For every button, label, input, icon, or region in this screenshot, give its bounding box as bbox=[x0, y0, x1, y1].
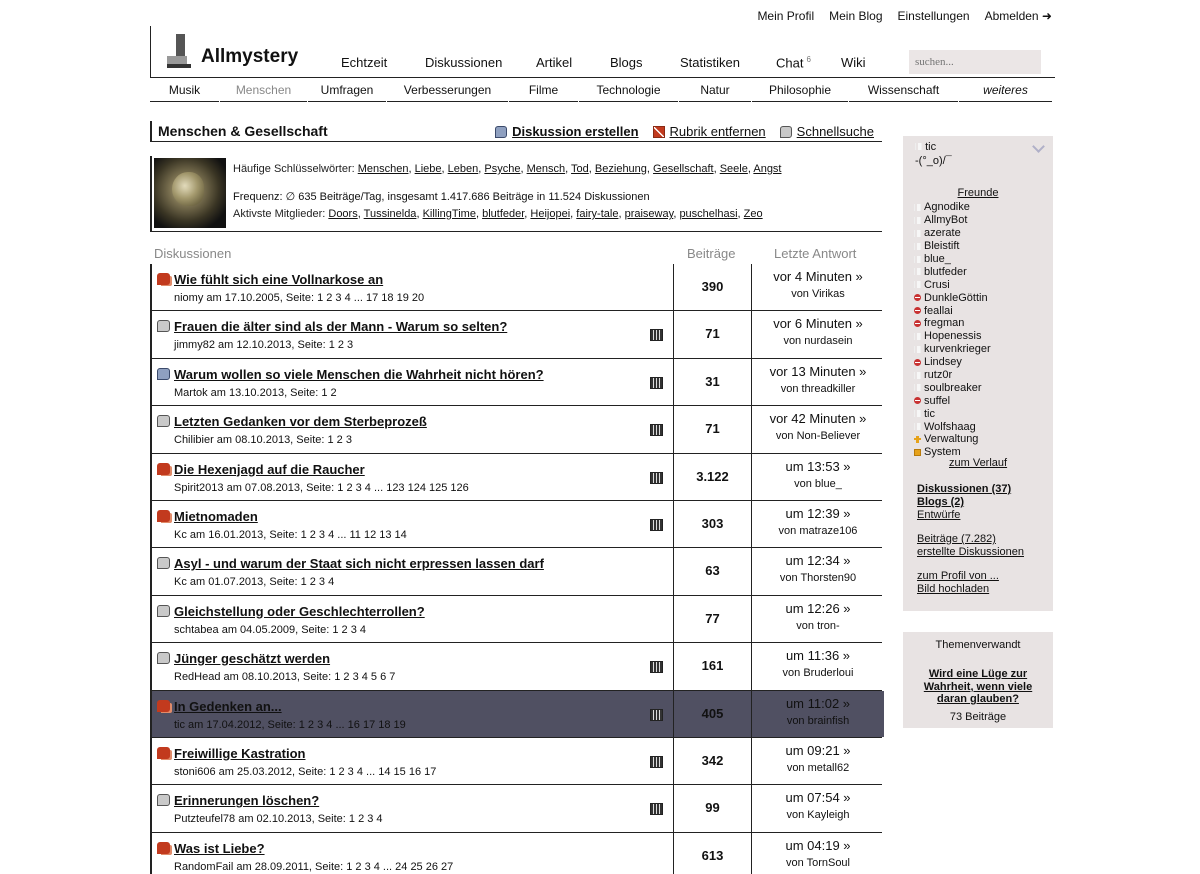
discussion-cell bbox=[152, 264, 674, 310]
last-reply-link[interactable]: vor 6 Minuten » bbox=[773, 316, 863, 332]
system-icon bbox=[914, 449, 921, 456]
discussion-cell bbox=[152, 691, 674, 737]
frequency-line: Frequenz: ∅ 635 Beiträge/Tag, insgesamt 1.417.686 Beiträge in 11.524 Diskussionen bbox=[233, 191, 650, 203]
member-link[interactable]: praiseway bbox=[624, 208, 674, 220]
friend-name: rutz0r bbox=[924, 369, 953, 382]
table-row[interactable] bbox=[150, 406, 882, 453]
member-link[interactable]: blutfeder bbox=[482, 208, 525, 220]
last-reply-link[interactable]: vor 13 Minuten » bbox=[769, 363, 867, 379]
last-reply-cell bbox=[752, 691, 884, 737]
user-sidebar bbox=[903, 136, 1053, 611]
last-reply-author: von tron- bbox=[796, 619, 840, 632]
friend-name: Lindsey bbox=[924, 356, 962, 369]
quick-search-label: Schnellsuche bbox=[796, 124, 874, 139]
remove-category-label: Rubrik entfernen bbox=[669, 124, 766, 139]
discussion-title-link[interactable]: Freiwillige Kastration bbox=[174, 745, 306, 761]
last-reply-cell bbox=[752, 785, 884, 831]
friend-name: blue_ bbox=[924, 253, 951, 265]
last-reply-cell bbox=[752, 264, 884, 310]
friend-item[interactable] bbox=[914, 253, 991, 266]
quick-search-icon bbox=[780, 126, 792, 138]
discussion-cell bbox=[152, 359, 674, 405]
sidebar-link[interactable]: Bild hochladen bbox=[917, 583, 990, 595]
remove-category-button[interactable] bbox=[653, 124, 766, 139]
last-reply-cell bbox=[752, 454, 884, 500]
discussion-type-icon bbox=[157, 463, 170, 475]
last-reply-author: von threadkiller bbox=[780, 382, 856, 395]
last-reply-cell bbox=[752, 833, 884, 874]
last-reply-link[interactable]: um 11:36 » bbox=[785, 648, 851, 664]
last-reply-link[interactable]: um 12:39 » bbox=[785, 505, 851, 521]
discussion-type-icon bbox=[157, 842, 170, 854]
friend-name: Verwaltung bbox=[924, 433, 979, 446]
discussion-meta: Martok am 13.10.2013, Seite: 1 2 bbox=[174, 386, 337, 399]
discussion-cell bbox=[152, 501, 674, 547]
sidebar-link[interactable]: Diskussionen (37) bbox=[917, 483, 1012, 495]
friend-item[interactable] bbox=[914, 278, 991, 291]
category-wissenschaft[interactable]: Wissenschaft bbox=[849, 80, 959, 102]
post-count: 77 bbox=[674, 596, 752, 642]
sidebar-links bbox=[917, 483, 1024, 596]
new-discussion-icon bbox=[495, 126, 507, 138]
post-count: 71 bbox=[674, 311, 752, 357]
allmystery-logo-icon[interactable] bbox=[167, 34, 191, 68]
table-row[interactable] bbox=[150, 833, 882, 874]
discussion-meta: Kc am 01.07.2013, Seite: 1 2 3 4 bbox=[174, 576, 335, 589]
last-reply-author: von matraze106 bbox=[778, 524, 858, 537]
discussion-meta: stoni606 am 25.03.2012, Seite: 1 2 3 4 ... 14 15 16 17 bbox=[174, 765, 437, 778]
friend-item[interactable] bbox=[914, 407, 991, 420]
sidebar-link[interactable]: erstellte Diskussionen bbox=[917, 546, 1024, 558]
keyword-link[interactable]: Leben bbox=[447, 163, 479, 175]
last-reply-cell bbox=[752, 311, 884, 357]
discussion-title-link[interactable]: Warum wollen so viele Menschen die Wahrheit nicht hören? bbox=[174, 366, 544, 382]
related-heading: Themenverwandt bbox=[935, 639, 1021, 651]
nav-blogs[interactable] bbox=[610, 55, 680, 70]
offline-status-icon bbox=[914, 333, 921, 340]
friend-name: fregman bbox=[924, 317, 965, 330]
keyword-link[interactable]: Psyche bbox=[484, 163, 521, 175]
keyword-link[interactable]: Liebe bbox=[414, 163, 442, 175]
remove-icon bbox=[653, 126, 665, 138]
post-count: 613 bbox=[674, 833, 752, 874]
spacer bbox=[917, 522, 1024, 533]
post-count: 390 bbox=[674, 264, 752, 310]
subscribe-icon[interactable] bbox=[650, 424, 663, 436]
category-menschen[interactable]: Menschen bbox=[220, 80, 308, 102]
table-row[interactable] bbox=[150, 264, 882, 311]
nav-statistiken[interactable] bbox=[680, 55, 776, 70]
friend-name: Wolfshaag bbox=[924, 420, 976, 433]
user-links bbox=[757, 9, 1052, 23]
friend-name: DunkleGöttin bbox=[924, 291, 988, 304]
subscribe-icon[interactable] bbox=[650, 661, 663, 673]
friends-heading[interactable]: Freunde bbox=[957, 187, 999, 199]
offline-status-icon bbox=[914, 204, 921, 211]
main-nav bbox=[341, 55, 901, 70]
category-bar bbox=[150, 80, 1053, 102]
keyword-link[interactable]: Mensch bbox=[526, 163, 566, 175]
status-icon bbox=[915, 143, 922, 150]
discussion-type-icon bbox=[157, 747, 170, 759]
last-reply-cell bbox=[752, 596, 884, 642]
friend-item[interactable] bbox=[914, 394, 991, 407]
site-logo-text[interactable]: Allmystery bbox=[201, 46, 299, 67]
offline-status-icon bbox=[914, 217, 921, 224]
friend-name: blutfeder bbox=[924, 265, 967, 278]
post-count: 161 bbox=[674, 643, 752, 689]
related-topic-link[interactable]: Wird eine Lüge zur Wahrheit, wenn viele daran glauben? bbox=[923, 668, 1033, 705]
discussion-title-link[interactable]: Gleichstellung oder Geschlechterrollen? bbox=[174, 603, 425, 619]
member-link[interactable]: Doors bbox=[328, 208, 358, 220]
last-reply-author: von blue_ bbox=[794, 477, 842, 490]
discussion-type-icon bbox=[157, 415, 170, 427]
post-count: 342 bbox=[674, 738, 752, 784]
discussion-cell bbox=[152, 833, 674, 874]
post-count: 31 bbox=[674, 359, 752, 405]
discussion-title-link[interactable]: In Gedenken an... bbox=[174, 698, 282, 714]
username-label: tic bbox=[925, 141, 937, 153]
category-technologie[interactable]: Technologie bbox=[579, 80, 679, 102]
last-reply-link[interactable]: um 04:19 » bbox=[785, 837, 851, 853]
nav-label: Blogs bbox=[610, 55, 643, 70]
discussion-meta: Kc am 16.01.2013, Seite: 1 2 3 4 ... 11 12 13 14 bbox=[174, 528, 407, 541]
post-count: 99 bbox=[674, 785, 752, 831]
busy-status-icon bbox=[914, 294, 921, 301]
nav-label: Echtzeit bbox=[341, 55, 388, 70]
category-natur[interactable]: Natur bbox=[679, 80, 752, 102]
discussion-cell bbox=[152, 406, 674, 452]
site-header bbox=[150, 26, 1055, 78]
friend-item[interactable] bbox=[914, 201, 991, 214]
last-reply-link[interactable]: um 07:54 » bbox=[785, 790, 851, 806]
busy-status-icon bbox=[914, 307, 921, 314]
table-row[interactable] bbox=[150, 311, 882, 358]
discussion-type-icon bbox=[157, 794, 170, 806]
active-members-label: Aktivste Mitglieder: bbox=[233, 208, 326, 220]
discussion-title-link[interactable]: Was ist Liebe? bbox=[174, 840, 265, 856]
nav-label: Artikel bbox=[536, 55, 573, 70]
offline-status-icon bbox=[914, 230, 921, 237]
nav-label: Chat bbox=[776, 55, 804, 71]
discussion-cell bbox=[152, 548, 674, 594]
friend-name: soulbreaker bbox=[924, 381, 982, 394]
discussion-type-icon bbox=[157, 700, 170, 712]
section-actions bbox=[495, 124, 874, 139]
friend-item[interactable] bbox=[914, 356, 991, 369]
friend-item[interactable] bbox=[914, 214, 991, 227]
friend-name: Bleistift bbox=[924, 240, 960, 253]
discussion-cell bbox=[152, 311, 674, 357]
col-last-reply: Letzte Antwort bbox=[774, 246, 857, 261]
discussion-meta: RandomFail am 28.09.2011, Seite: 1 2 3 4 ... 24 25 26 27 bbox=[174, 860, 454, 873]
history-link[interactable]: zum Verlauf bbox=[949, 457, 1008, 469]
create-discussion-button[interactable] bbox=[495, 124, 638, 139]
table-row[interactable] bbox=[150, 359, 882, 406]
last-reply-link[interactable]: um 12:26 » bbox=[785, 600, 851, 616]
category-philosophie[interactable]: Philosophie bbox=[752, 80, 849, 102]
offline-status-icon bbox=[914, 423, 921, 430]
friend-name: feallai bbox=[924, 304, 953, 317]
discussion-meta: Putzteufel78 am 02.10.2013, Seite: 1 2 3 4 bbox=[174, 813, 383, 826]
last-reply-cell bbox=[752, 738, 884, 784]
last-reply-cell bbox=[752, 501, 884, 547]
category-image bbox=[154, 158, 226, 228]
table-row[interactable] bbox=[150, 454, 882, 501]
discussion-type-icon bbox=[157, 320, 170, 332]
friend-item[interactable] bbox=[914, 381, 991, 394]
search-input[interactable] bbox=[909, 50, 1041, 74]
table-row[interactable] bbox=[150, 596, 882, 643]
keyword-link[interactable]: Menschen bbox=[357, 163, 409, 175]
discussion-type-icon bbox=[157, 557, 170, 569]
post-count: 3.122 bbox=[674, 454, 752, 500]
discussion-cell bbox=[152, 596, 674, 642]
table-row[interactable] bbox=[150, 643, 882, 690]
post-count: 303 bbox=[674, 501, 752, 547]
discussion-title-link[interactable]: Die Hexenjagd auf die Raucher bbox=[174, 461, 365, 477]
discussion-cell bbox=[152, 785, 674, 831]
member-link[interactable]: Heijopei bbox=[530, 208, 571, 220]
last-reply-author: von Kayleigh bbox=[786, 809, 850, 822]
chat-count-badge: 6 bbox=[806, 55, 811, 64]
admin-icon bbox=[914, 436, 921, 443]
friend-item[interactable] bbox=[914, 265, 991, 278]
section-header bbox=[150, 121, 882, 142]
offline-status-icon bbox=[914, 256, 921, 263]
discussion-title-link[interactable]: Frauen die älter sind als der Mann - Warum so selten? bbox=[174, 319, 508, 335]
friend-item[interactable] bbox=[914, 420, 991, 433]
category-verbesserungen[interactable]: Verbesserungen bbox=[387, 80, 509, 102]
related-post-count: 73 Beiträge bbox=[949, 710, 1007, 723]
member-link[interactable]: Zeo bbox=[743, 208, 763, 220]
table-row[interactable] bbox=[150, 501, 882, 548]
keyword-link[interactable]: Angst bbox=[753, 163, 782, 175]
section-title: Menschen & Gesellschaft bbox=[158, 123, 328, 139]
nav-diskussionen[interactable] bbox=[425, 55, 536, 70]
last-reply-link[interactable]: um 09:21 » bbox=[785, 742, 851, 758]
keyword-link[interactable]: Seele bbox=[719, 163, 748, 175]
discussion-meta: RedHead am 08.10.2013, Seite: 1 2 3 4 5 6 7 bbox=[174, 671, 396, 684]
discussion-cell bbox=[152, 454, 674, 500]
my-profile-link[interactable]: Mein Profil bbox=[757, 9, 815, 23]
last-reply-link[interactable]: vor 4 Minuten » bbox=[773, 269, 863, 284]
nav-label: Wiki bbox=[841, 55, 866, 70]
member-link[interactable]: Tussinelda bbox=[363, 208, 417, 220]
member-link[interactable]: puschelhasi bbox=[679, 208, 738, 220]
nav-label: Diskussionen bbox=[425, 55, 503, 70]
discussion-type-icon bbox=[157, 510, 170, 522]
nav-label: Statistiken bbox=[680, 55, 740, 70]
member-link[interactable]: KillingTime bbox=[422, 208, 476, 220]
subscribe-icon[interactable] bbox=[650, 709, 663, 721]
offline-status-icon bbox=[914, 372, 921, 379]
sidebar-link[interactable]: Blogs (2) bbox=[917, 496, 965, 508]
sidebar-link[interactable]: zum Profil von ... bbox=[917, 570, 999, 582]
sidebar-username[interactable] bbox=[915, 141, 936, 153]
friend-item[interactable] bbox=[914, 291, 991, 304]
active-members-line bbox=[233, 208, 763, 220]
discussion-cell bbox=[152, 643, 674, 689]
subscribe-icon[interactable] bbox=[650, 329, 663, 341]
keywords-list: Menschen, Liebe, Leben, Psyche, Mensch, Tod, Beziehung, Gesellschaft, Seele, Angst bbox=[357, 163, 782, 175]
last-reply-author: von metall62 bbox=[786, 761, 850, 774]
discussion-title-link[interactable]: Asyl - und warum der Staat sich nicht erpressen lassen darf bbox=[174, 556, 544, 572]
last-reply-link[interactable]: um 11:02 » bbox=[785, 695, 851, 711]
nav-echtzeit[interactable] bbox=[341, 55, 425, 70]
discussion-type-icon bbox=[157, 273, 170, 285]
discussion-meta: niomy am 17.10.2005, Seite: 1 2 3 4 ... 17 18 19 20 bbox=[174, 292, 425, 304]
discussion-title-link[interactable]: Erinnerungen löschen? bbox=[174, 793, 320, 809]
discussion-title-link[interactable]: Mietnomaden bbox=[174, 508, 258, 524]
chevron-down-icon[interactable] bbox=[1032, 140, 1045, 153]
discussion-meta: schtabea am 04.05.2009, Seite: 1 2 3 4 bbox=[174, 623, 367, 636]
post-count: 71 bbox=[674, 406, 752, 452]
busy-status-icon bbox=[914, 397, 921, 404]
friend-name: Agnodike bbox=[924, 201, 970, 214]
keywords-line bbox=[233, 163, 782, 175]
create-discussion-label: Diskussion erstellen bbox=[512, 124, 639, 139]
friend-name: azerate bbox=[924, 227, 961, 240]
table-row[interactable] bbox=[150, 738, 882, 785]
discussion-meta: jimmy82 am 12.10.2013, Seite: 1 2 3 bbox=[174, 339, 354, 352]
last-reply-author: von Non-Believer bbox=[775, 430, 861, 443]
keyword-link[interactable]: Tod bbox=[571, 163, 589, 175]
offline-status-icon bbox=[914, 346, 921, 353]
my-blog-link[interactable]: Mein Blog bbox=[829, 9, 883, 23]
friend-name: kurvenkrieger bbox=[924, 343, 991, 356]
last-reply-author: von brainfish bbox=[786, 714, 850, 727]
post-count: 405 bbox=[674, 691, 752, 737]
sidebar-link[interactable]: Entwürfe bbox=[917, 509, 961, 521]
nav-artikel[interactable] bbox=[536, 55, 610, 70]
friend-name: tic bbox=[924, 407, 935, 420]
busy-status-icon bbox=[914, 359, 921, 366]
quick-search-button[interactable] bbox=[780, 124, 874, 139]
col-discussions: Diskussionen bbox=[154, 246, 232, 261]
last-reply-link[interactable]: um 13:53 » bbox=[785, 458, 851, 474]
keywords-label: Häufige Schlüsselwörter: bbox=[233, 163, 355, 175]
discussion-type-icon bbox=[157, 652, 170, 664]
friend-item[interactable] bbox=[914, 330, 991, 343]
friend-item[interactable] bbox=[914, 227, 991, 240]
friend-item[interactable] bbox=[914, 369, 991, 382]
last-reply-cell bbox=[752, 548, 884, 594]
last-reply-author: von TornSoul bbox=[785, 856, 850, 869]
settings-link[interactable]: Einstellungen bbox=[897, 9, 970, 23]
last-reply-link[interactable]: vor 42 Minuten » bbox=[769, 411, 867, 427]
busy-status-icon bbox=[914, 320, 921, 327]
friend-item[interactable] bbox=[914, 240, 991, 253]
discussion-meta: Spirit2013 am 07.08.2013, Seite: 1 2 3 4 ... 123 124 125 126 bbox=[174, 481, 469, 494]
offline-status-icon bbox=[914, 281, 921, 288]
last-reply-author: von Bruderloui bbox=[782, 667, 854, 680]
subscribe-icon[interactable] bbox=[650, 377, 663, 389]
category-musik[interactable]: Musik bbox=[150, 80, 220, 102]
user-emoticon: -(°_o)/¯ bbox=[915, 155, 952, 167]
discussion-type-icon bbox=[157, 605, 170, 617]
friend-item[interactable] bbox=[914, 317, 991, 330]
discussion-cell bbox=[152, 738, 674, 784]
discussion-table-header bbox=[150, 244, 882, 264]
col-posts: Beiträge bbox=[687, 246, 736, 261]
discussion-title-link[interactable]: Wie fühlt sich eine Vollnarkose an bbox=[174, 272, 384, 287]
related-box bbox=[903, 632, 1053, 728]
discussion-meta: tic am 17.04.2012, Seite: 1 2 3 4 ... 16 17 18 19 bbox=[174, 718, 406, 731]
offline-status-icon bbox=[914, 384, 921, 391]
subscribe-icon[interactable] bbox=[650, 756, 663, 768]
discussion-type-icon bbox=[157, 368, 170, 380]
offline-status-icon bbox=[914, 243, 921, 250]
table-row[interactable] bbox=[150, 785, 882, 832]
last-reply-author: von Thorsten90 bbox=[779, 572, 857, 585]
friend-item[interactable] bbox=[914, 343, 991, 356]
offline-status-icon bbox=[914, 268, 921, 275]
last-reply-cell bbox=[752, 643, 884, 689]
friend-name: suffel bbox=[924, 394, 951, 407]
last-reply-cell bbox=[752, 359, 884, 405]
category-filme[interactable]: Filme bbox=[509, 80, 579, 102]
nav-wiki[interactable] bbox=[841, 55, 901, 70]
logout-link[interactable]: Abmelden ➜ bbox=[984, 9, 1052, 23]
spacer bbox=[917, 559, 1024, 570]
post-count: 63 bbox=[674, 548, 752, 594]
subscribe-icon[interactable] bbox=[650, 519, 663, 531]
subscribe-icon[interactable] bbox=[650, 472, 663, 484]
discussion-title-link[interactable]: Jünger geschätzt werden bbox=[174, 651, 331, 667]
category-info bbox=[150, 156, 882, 232]
friend-name: System bbox=[924, 446, 961, 459]
category-umfragen[interactable]: Umfragen bbox=[308, 80, 387, 102]
friend-item[interactable] bbox=[914, 304, 991, 317]
friend-item[interactable] bbox=[914, 433, 991, 446]
last-reply-link[interactable]: um 12:34 » bbox=[785, 553, 851, 569]
last-reply-cell bbox=[752, 406, 884, 452]
keyword-link[interactable]: Beziehung bbox=[594, 163, 647, 175]
active-members-list: Doors, Tussinelda, KillingTime, blutfeder, Heijopei, fairy-tale, praiseway, puschelhasi, Zeo bbox=[328, 208, 763, 220]
sidebar-link[interactable]: Beiträge (7.282) bbox=[917, 533, 996, 545]
friend-name: Crusi bbox=[924, 278, 950, 291]
last-reply-author: von Virikas bbox=[791, 288, 845, 300]
category-weiteres[interactable]: weiteres bbox=[959, 80, 1053, 102]
table-row[interactable] bbox=[150, 691, 882, 738]
friend-name: Hopenessis bbox=[924, 330, 982, 343]
last-reply-author: von nurdasein bbox=[783, 335, 853, 348]
discussion-title-link[interactable]: Letzten Gedanken vor dem Sterbeprozeß bbox=[174, 414, 427, 430]
member-link[interactable]: fairy-tale bbox=[576, 208, 619, 220]
discussion-list bbox=[150, 264, 882, 874]
friend-name: AllmyBot bbox=[924, 214, 968, 227]
nav-chat[interactable] bbox=[776, 55, 841, 70]
offline-status-icon bbox=[914, 410, 921, 417]
friends-list bbox=[914, 201, 991, 459]
subscribe-icon[interactable] bbox=[650, 803, 663, 815]
keyword-link[interactable]: Gesellschaft bbox=[653, 163, 714, 175]
table-row[interactable] bbox=[150, 548, 882, 595]
discussion-meta: Chilibier am 08.10.2013, Seite: 1 2 3 bbox=[174, 434, 352, 447]
